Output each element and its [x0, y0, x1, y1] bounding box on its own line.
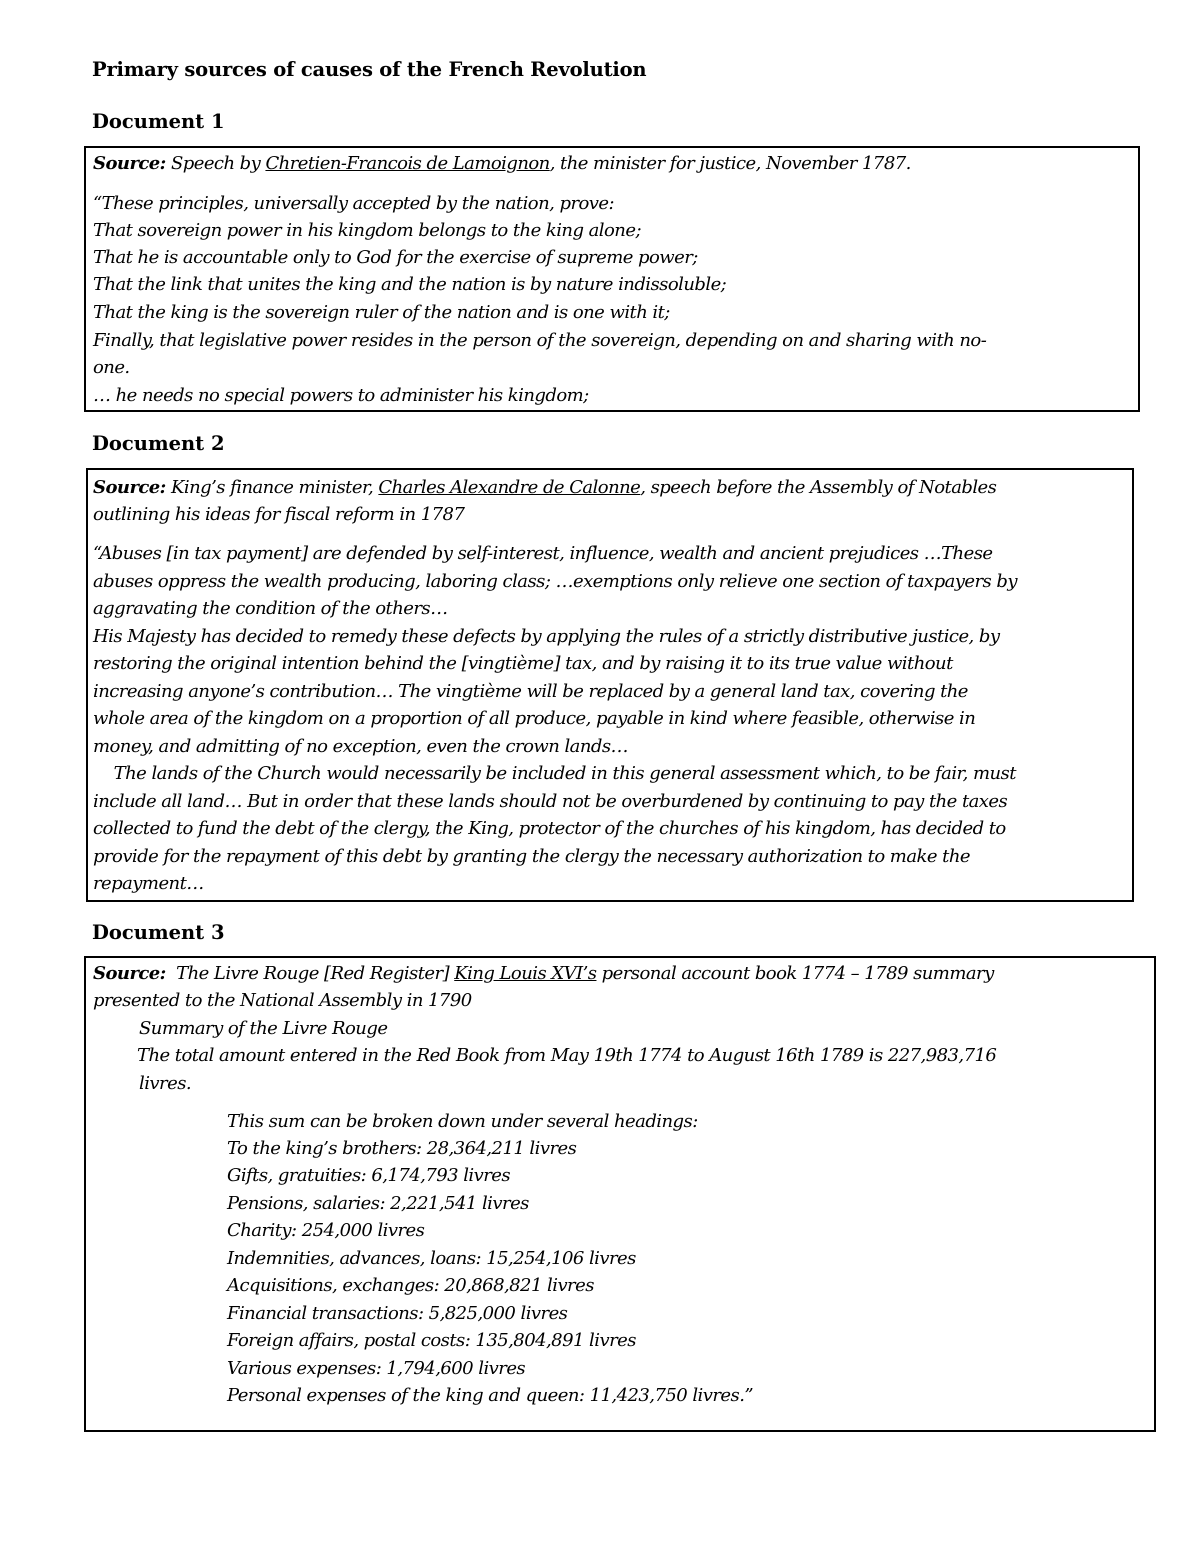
document-2-line: repayment… — [93, 873, 204, 894]
document-2-line: His Majesty has decided to remedy these defects by applying the rules of a strictly distributive justice, by — [93, 626, 1000, 647]
document-1-line: one. — [93, 357, 130, 378]
document-2-line: include all land… But in order that these lands should not be overburdened by continuing to pay the taxes — [93, 791, 1008, 812]
document-1-line: That sovereign power in his kingdom belongs to the king alone; — [93, 220, 641, 241]
document-1-line: That he is accountable only to God for the exercise of supreme power; — [93, 247, 698, 268]
source-author: Charles Alexandre de Calonne — [378, 477, 641, 498]
breakdown-intro: This sum can be broken down under several headings: — [227, 1111, 698, 1132]
document-2-line: increasing anyone’s contribution… The vingtième will be replaced by a general land tax, covering the — [93, 681, 968, 702]
document-1-line: “These principles, universally accepted by the nation, prove: — [93, 193, 615, 214]
breakdown-item: Personal expenses of the king and queen: 11,423,750 livres.” — [227, 1385, 754, 1406]
total-line: The total amount entered in the Red Book from May 19th 1774 to August 16th 1789 is 227,983,716 — [137, 1045, 997, 1066]
document-2-line: collected to fund the debt of the clergy, the King, protector of the churches of his kingdom, has decided to — [93, 818, 1006, 839]
breakdown-item: Indemnities, advances, loans: 15,254,106 livres — [227, 1248, 636, 1269]
breakdown-item: To the king’s brothers: 28,364,211 livres — [227, 1138, 577, 1159]
breakdown-item: Charity: 254,000 livres — [227, 1220, 425, 1241]
breakdown-item: Financial transactions: 5,825,000 livres — [227, 1303, 568, 1324]
breakdown-item: Foreign affairs, postal costs: 135,804,891 livres — [227, 1330, 636, 1351]
document-1-heading: Document 1 — [92, 110, 225, 133]
document-2-line: provide for the repayment of this debt by granting the clergy the necessary authorization to make the — [93, 846, 970, 867]
document-2-line: “Abuses [in tax payment] are defended by self-interest, influence, wealth and ancient prejudices …These — [93, 543, 993, 564]
document-1-source: Source: Speech by Chretien-Francois de Lamoignon, the minister for justice, November 1787. — [93, 153, 911, 174]
document-2-box — [86, 468, 1134, 902]
document-1-line: Finally, that legislative power resides in the person of the sovereign, depending on and sharing with no- — [93, 330, 987, 351]
document-1-line: That the king is the sovereign ruler of the nation and is one with it; — [93, 302, 670, 323]
breakdown-item: Acquisitions, exchanges: 20,868,821 livres — [227, 1275, 594, 1296]
document-1-line: That the link that unites the king and the nation is by nature indissoluble; — [93, 274, 727, 295]
page-title: Primary sources of causes of the French Revolution — [92, 58, 647, 81]
document-3-source: Source: The Livre Rouge [Red Register] King Louis XVI’s personal account book 1774 – 1789 summary — [93, 963, 994, 984]
document-2-line: money, and admitting of no exception, even the crown lands… — [93, 736, 628, 757]
source-label: Source: — [93, 963, 166, 984]
document-2-line: abuses oppress the wealth producing, laboring class; …exemptions only relieve one section of taxpayers by — [93, 571, 1017, 592]
document-1-line: … he needs no special powers to administer his kingdom; — [93, 385, 589, 406]
document-1-box — [84, 146, 1140, 412]
document-2-source: Source: King’s finance minister, Charles Alexandre de Calonne, speech before the Assembly of Notables — [93, 477, 997, 498]
document-2-line: aggravating the condition of the others… — [93, 598, 448, 619]
breakdown-item: Gifts, gratuities: 6,174,793 livres — [227, 1165, 511, 1186]
breakdown-item: Pensions, salaries: 2,221,541 livres — [227, 1193, 529, 1214]
source-label: Source: — [93, 477, 166, 498]
document-2-source-line2: outlining his ideas for fiscal reform in 1787 — [93, 504, 465, 525]
document-3-box — [84, 956, 1156, 1432]
source-author: King Louis XVI’s — [454, 963, 597, 984]
source-label: Source: — [93, 153, 166, 174]
document-2-heading: Document 2 — [92, 432, 225, 455]
breakdown-item: Various expenses: 1,794,600 livres — [227, 1358, 526, 1379]
document-3-heading: Document 3 — [92, 921, 225, 944]
summary-title: Summary of the Livre Rouge — [139, 1018, 388, 1039]
document-2-line: The lands of the Church would necessarily be included in this general assessment which, to be fair, must — [93, 763, 1016, 784]
total-line: livres. — [139, 1073, 192, 1094]
source-author: Chretien-Francois de Lamoignon — [265, 153, 550, 174]
document-2-line: whole area of the kingdom on a proportion of all produce, payable in kind where feasible, otherwise in — [93, 708, 976, 729]
document-3-source-line2: presented to the National Assembly in 1790 — [93, 990, 472, 1011]
document-2-line: restoring the original intention behind the [vingtième] tax, and by raising it to its true value without — [93, 653, 953, 674]
